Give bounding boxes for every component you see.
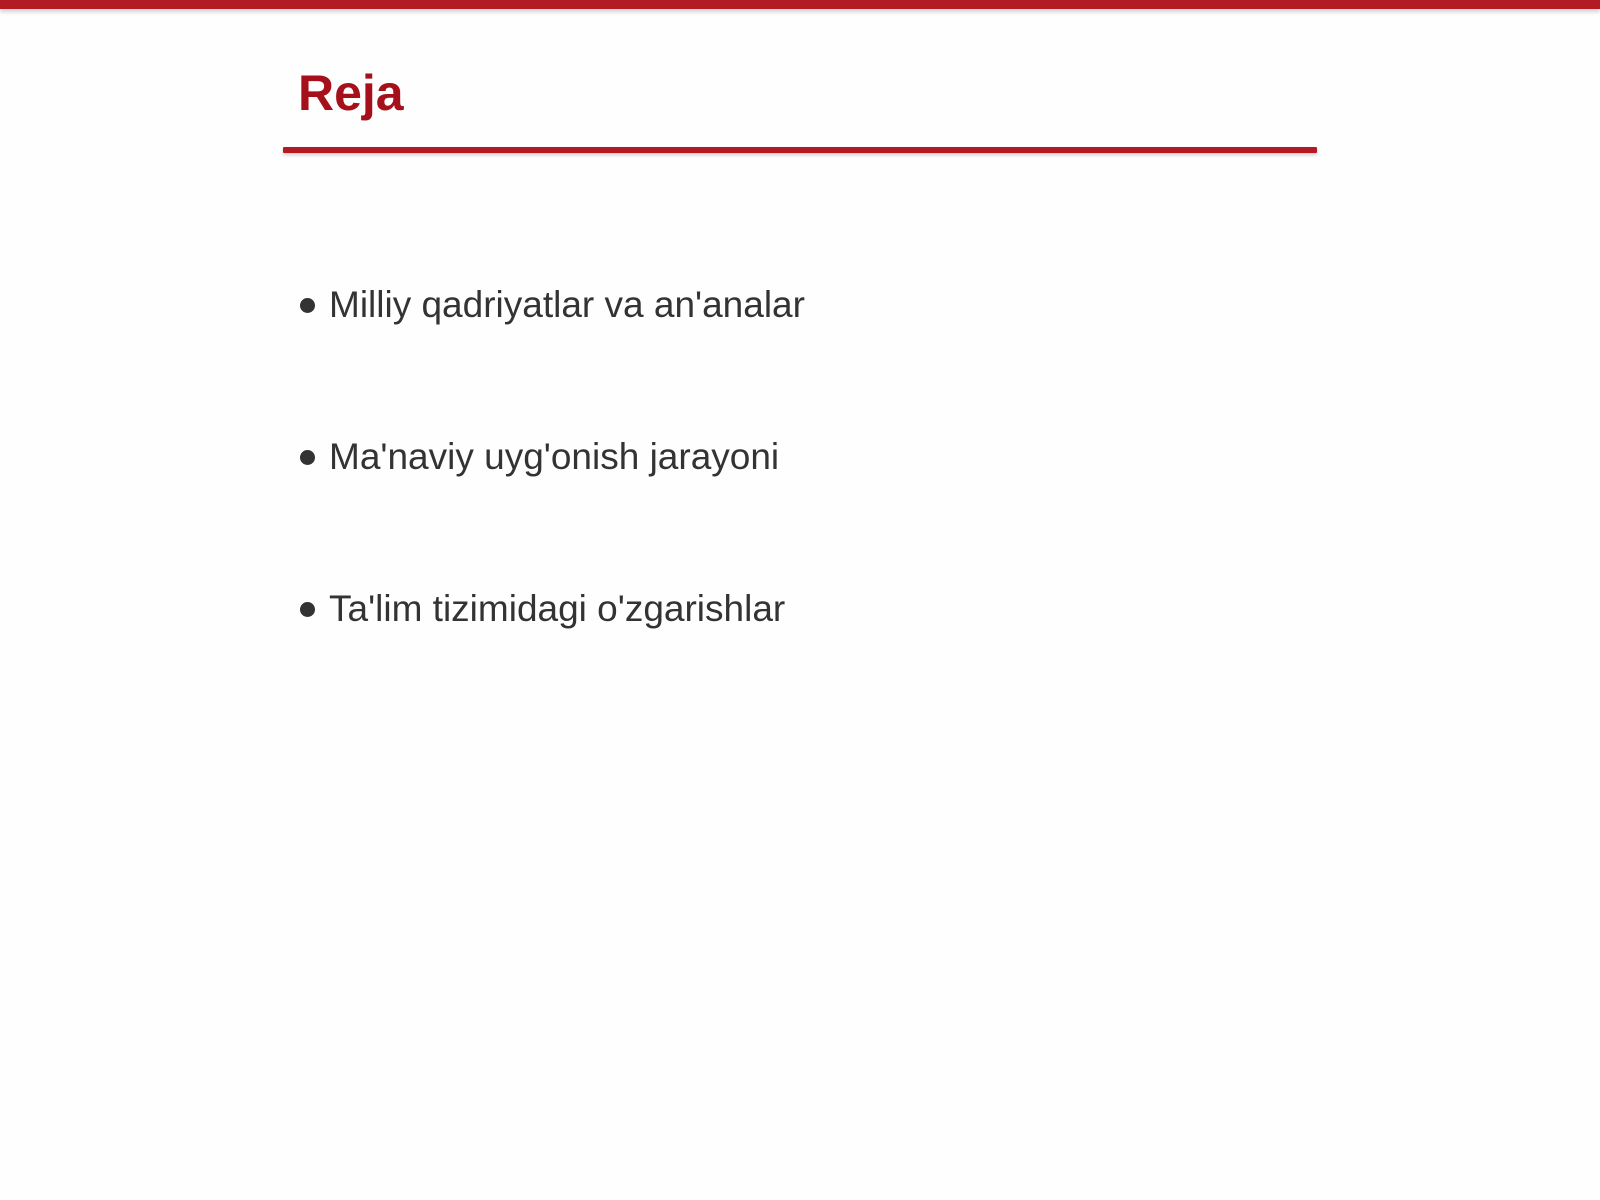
slide-title: Reja <box>298 65 404 121</box>
list-item-text: Ta'lim tizimidagi o'zgarishlar <box>329 588 786 629</box>
top-accent-bar <box>0 0 1600 9</box>
bullet-dot-icon <box>300 450 315 465</box>
bullet-dot-icon <box>300 602 315 617</box>
list-item-text: Ma'naviy uyg'onish jarayoni <box>329 436 780 477</box>
list-item <box>300 275 805 335</box>
list-item <box>300 427 805 487</box>
title-underline <box>283 147 1317 153</box>
list-item <box>300 579 805 639</box>
bullet-list <box>300 275 805 731</box>
list-item-text: Milliy qadriyatlar va an'analar <box>329 284 805 325</box>
bullet-dot-icon <box>300 298 315 313</box>
